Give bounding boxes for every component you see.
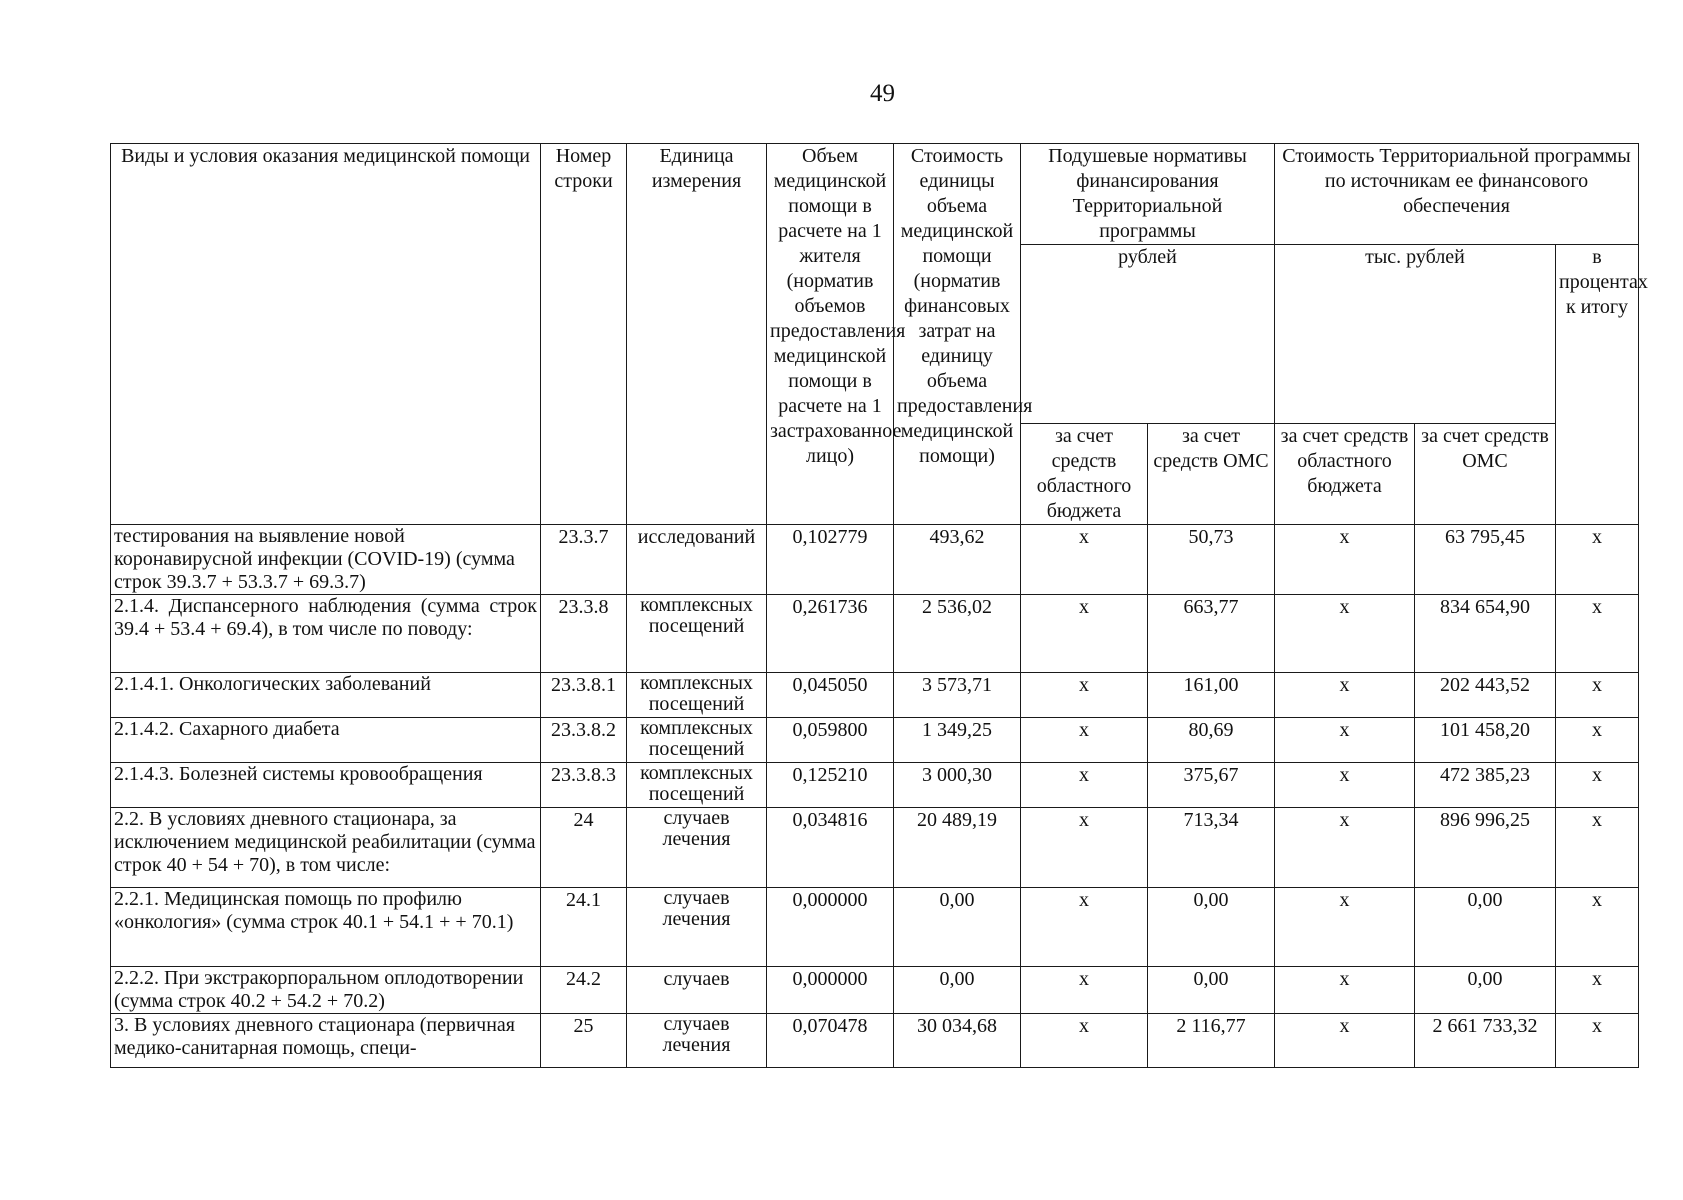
row-pc-oms: 375,67 bbox=[1148, 763, 1275, 808]
row-number: 23.3.8.1 bbox=[541, 673, 627, 718]
row-volume: 0,059800 bbox=[767, 718, 894, 763]
row-pc-oms: 50,73 bbox=[1148, 525, 1275, 595]
row-unit: случаев лечения bbox=[627, 888, 767, 967]
row-pc-oms: 663,77 bbox=[1148, 595, 1275, 673]
table-row bbox=[111, 967, 1639, 1014]
row-unit: комплексных посещений bbox=[627, 595, 767, 673]
row-number: 24.2 bbox=[541, 967, 627, 1014]
row-percent: х bbox=[1556, 888, 1639, 967]
row-volume: 0,000000 bbox=[767, 888, 894, 967]
row-tp-budget: х bbox=[1275, 673, 1415, 718]
row-unit: комплексных посещений bbox=[627, 763, 767, 808]
table-row bbox=[111, 888, 1639, 967]
row-number: 23.3.7 bbox=[541, 525, 627, 595]
row-volume: 0,125210 bbox=[767, 763, 894, 808]
row-unit: случаев bbox=[627, 967, 767, 1014]
row-percent: х bbox=[1556, 525, 1639, 595]
row-name: 2.1.4.1. Онкологических заболеваний bbox=[111, 673, 541, 718]
row-name: 2.2.2. При экстракорпоральном оплодотворении (сумма строк 40.2 + 54.2 + 70.2) bbox=[111, 967, 541, 1014]
row-percent: х bbox=[1556, 595, 1639, 673]
table-row bbox=[111, 718, 1639, 763]
row-tp-oms: 63 795,45 bbox=[1415, 525, 1556, 595]
row-volume: 0,261736 bbox=[767, 595, 894, 673]
row-pc-budget: х bbox=[1021, 595, 1148, 673]
row-name: 2.2. В условиях дневного стационара, за исключением медицинской реабилитации (сумма строк 40 + 54 + 70), в том числе: bbox=[111, 808, 541, 888]
row-tp-oms: 834 654,90 bbox=[1415, 595, 1556, 673]
header-unit-cost: Стоимость единицы объема медицинской помощи (норматив финансовых затрат на единицу объема предоставления медицинской помощи) bbox=[894, 144, 1021, 525]
row-pc-oms: 713,34 bbox=[1148, 808, 1275, 888]
header-percent: в процентах к итогу bbox=[1556, 245, 1639, 525]
header-per-capita-group: Подушевые нормативы финансирования Территориальной программы bbox=[1021, 144, 1275, 245]
row-tp-oms: 896 996,25 bbox=[1415, 808, 1556, 888]
table-row bbox=[111, 673, 1639, 718]
table-row bbox=[111, 595, 1639, 673]
row-pc-oms: 0,00 bbox=[1148, 967, 1275, 1014]
row-number: 24.1 bbox=[541, 888, 627, 967]
row-volume: 0,034816 bbox=[767, 808, 894, 888]
header-pc-oms: за счет средств ОМС bbox=[1148, 424, 1275, 525]
row-cost: 493,62 bbox=[894, 525, 1021, 595]
row-tp-budget: х bbox=[1275, 967, 1415, 1014]
row-pc-oms: 80,69 bbox=[1148, 718, 1275, 763]
header-row-1 bbox=[111, 144, 1639, 245]
row-pc-oms: 161,00 bbox=[1148, 673, 1275, 718]
table-row bbox=[111, 1014, 1639, 1068]
row-cost: 20 489,19 bbox=[894, 808, 1021, 888]
row-tp-budget: х bbox=[1275, 763, 1415, 808]
row-pc-oms: 0,00 bbox=[1148, 888, 1275, 967]
table-row bbox=[111, 808, 1639, 888]
row-name: тестирования на выявление новой коронавирусной инфекции (COVID-19) (сумма строк 39.3.7 + 53.3.7 + 69.3.7) bbox=[111, 525, 541, 595]
row-tp-budget: х bbox=[1275, 888, 1415, 967]
row-pc-budget: х bbox=[1021, 718, 1148, 763]
row-percent: х bbox=[1556, 1014, 1639, 1068]
row-tp-budget: х bbox=[1275, 595, 1415, 673]
row-percent: х bbox=[1556, 673, 1639, 718]
row-number: 23.3.8.2 bbox=[541, 718, 627, 763]
row-name: 2.2.1. Медицинская помощь по профилю «онкология» (сумма строк 40.1 + 54.1 + + 70.1) bbox=[111, 888, 541, 967]
row-tp-oms: 2 661 733,32 bbox=[1415, 1014, 1556, 1068]
row-unit: случаев лечения bbox=[627, 808, 767, 888]
row-number: 23.3.8 bbox=[541, 595, 627, 673]
row-unit: комплексных посещений bbox=[627, 718, 767, 763]
header-pc-regional-budget: за счет средств областного бюджета bbox=[1021, 424, 1148, 525]
row-name: 2.1.4. Диспансерного наблюдения (сумма строк 39.4 + 53.4 + 69.4), в том числе по поводу: bbox=[111, 595, 541, 673]
row-cost: 0,00 bbox=[894, 967, 1021, 1014]
header-type-of-care: Виды и условия оказания медицинской помощи bbox=[111, 144, 541, 525]
row-pc-oms: 2 116,77 bbox=[1148, 1014, 1275, 1068]
row-tp-budget: х bbox=[1275, 525, 1415, 595]
row-pc-budget: х bbox=[1021, 525, 1148, 595]
row-percent: х bbox=[1556, 763, 1639, 808]
row-volume: 0,045050 bbox=[767, 673, 894, 718]
table-row bbox=[111, 763, 1639, 808]
header-unit: Единица измерения bbox=[627, 144, 767, 525]
row-pc-budget: х bbox=[1021, 1014, 1148, 1068]
row-tp-budget: х bbox=[1275, 1014, 1415, 1068]
row-pc-budget: х bbox=[1021, 888, 1148, 967]
row-cost: 0,00 bbox=[894, 888, 1021, 967]
row-unit: случаев лечения bbox=[627, 1014, 767, 1068]
row-name: 2.1.4.2. Сахарного диабета bbox=[111, 718, 541, 763]
row-cost: 2 536,02 bbox=[894, 595, 1021, 673]
row-name: 3. В условиях дневного стационара (первичная медико-санитарная помощь, специ- bbox=[111, 1014, 541, 1068]
header-tp-oms: за счет средств ОМС bbox=[1415, 424, 1556, 525]
table-row bbox=[111, 525, 1639, 595]
row-tp-oms: 0,00 bbox=[1415, 967, 1556, 1014]
row-percent: х bbox=[1556, 718, 1639, 763]
row-tp-oms: 0,00 bbox=[1415, 888, 1556, 967]
row-volume: 0,070478 bbox=[767, 1014, 894, 1068]
header-rubles: рублей bbox=[1021, 245, 1275, 424]
row-pc-budget: х bbox=[1021, 673, 1148, 718]
row-number: 24 bbox=[541, 808, 627, 888]
header-thousand-rubles: тыс. рублей bbox=[1275, 245, 1556, 424]
row-pc-budget: х bbox=[1021, 763, 1148, 808]
row-tp-budget: х bbox=[1275, 808, 1415, 888]
header-tp-regional-budget: за счет средств областного бюджета bbox=[1275, 424, 1415, 525]
row-tp-oms: 472 385,23 bbox=[1415, 763, 1556, 808]
header-volume: Объем медицинской помощи в расчете на 1 жителя (норматив объемов предоставления медицинской помощи в расчете на 1 застрахованное лицо) bbox=[767, 144, 894, 525]
row-unit: исследований bbox=[627, 525, 767, 595]
row-percent: х bbox=[1556, 808, 1639, 888]
row-volume: 0,000000 bbox=[767, 967, 894, 1014]
row-tp-oms: 101 458,20 bbox=[1415, 718, 1556, 763]
row-cost: 3 000,30 bbox=[894, 763, 1021, 808]
row-cost: 1 349,25 bbox=[894, 718, 1021, 763]
row-pc-budget: х bbox=[1021, 967, 1148, 1014]
row-cost: 30 034,68 bbox=[894, 1014, 1021, 1068]
row-pc-budget: х bbox=[1021, 808, 1148, 888]
row-name: 2.1.4.3. Болезней системы кровообращения bbox=[111, 763, 541, 808]
row-volume: 0,102779 bbox=[767, 525, 894, 595]
row-percent: х bbox=[1556, 967, 1639, 1014]
row-tp-budget: х bbox=[1275, 718, 1415, 763]
row-unit: комплексных посещений bbox=[627, 673, 767, 718]
row-number: 23.3.8.3 bbox=[541, 763, 627, 808]
financing-table bbox=[110, 143, 1648, 1068]
header-row-number: Номер строки bbox=[541, 144, 627, 525]
row-tp-oms: 202 443,52 bbox=[1415, 673, 1556, 718]
row-cost: 3 573,71 bbox=[894, 673, 1021, 718]
row-number: 25 bbox=[541, 1014, 627, 1068]
header-program-cost-group: Стоимость Территориальной программы по источникам ее финансового обеспечения bbox=[1275, 144, 1639, 245]
page-number: 49 bbox=[870, 80, 895, 107]
